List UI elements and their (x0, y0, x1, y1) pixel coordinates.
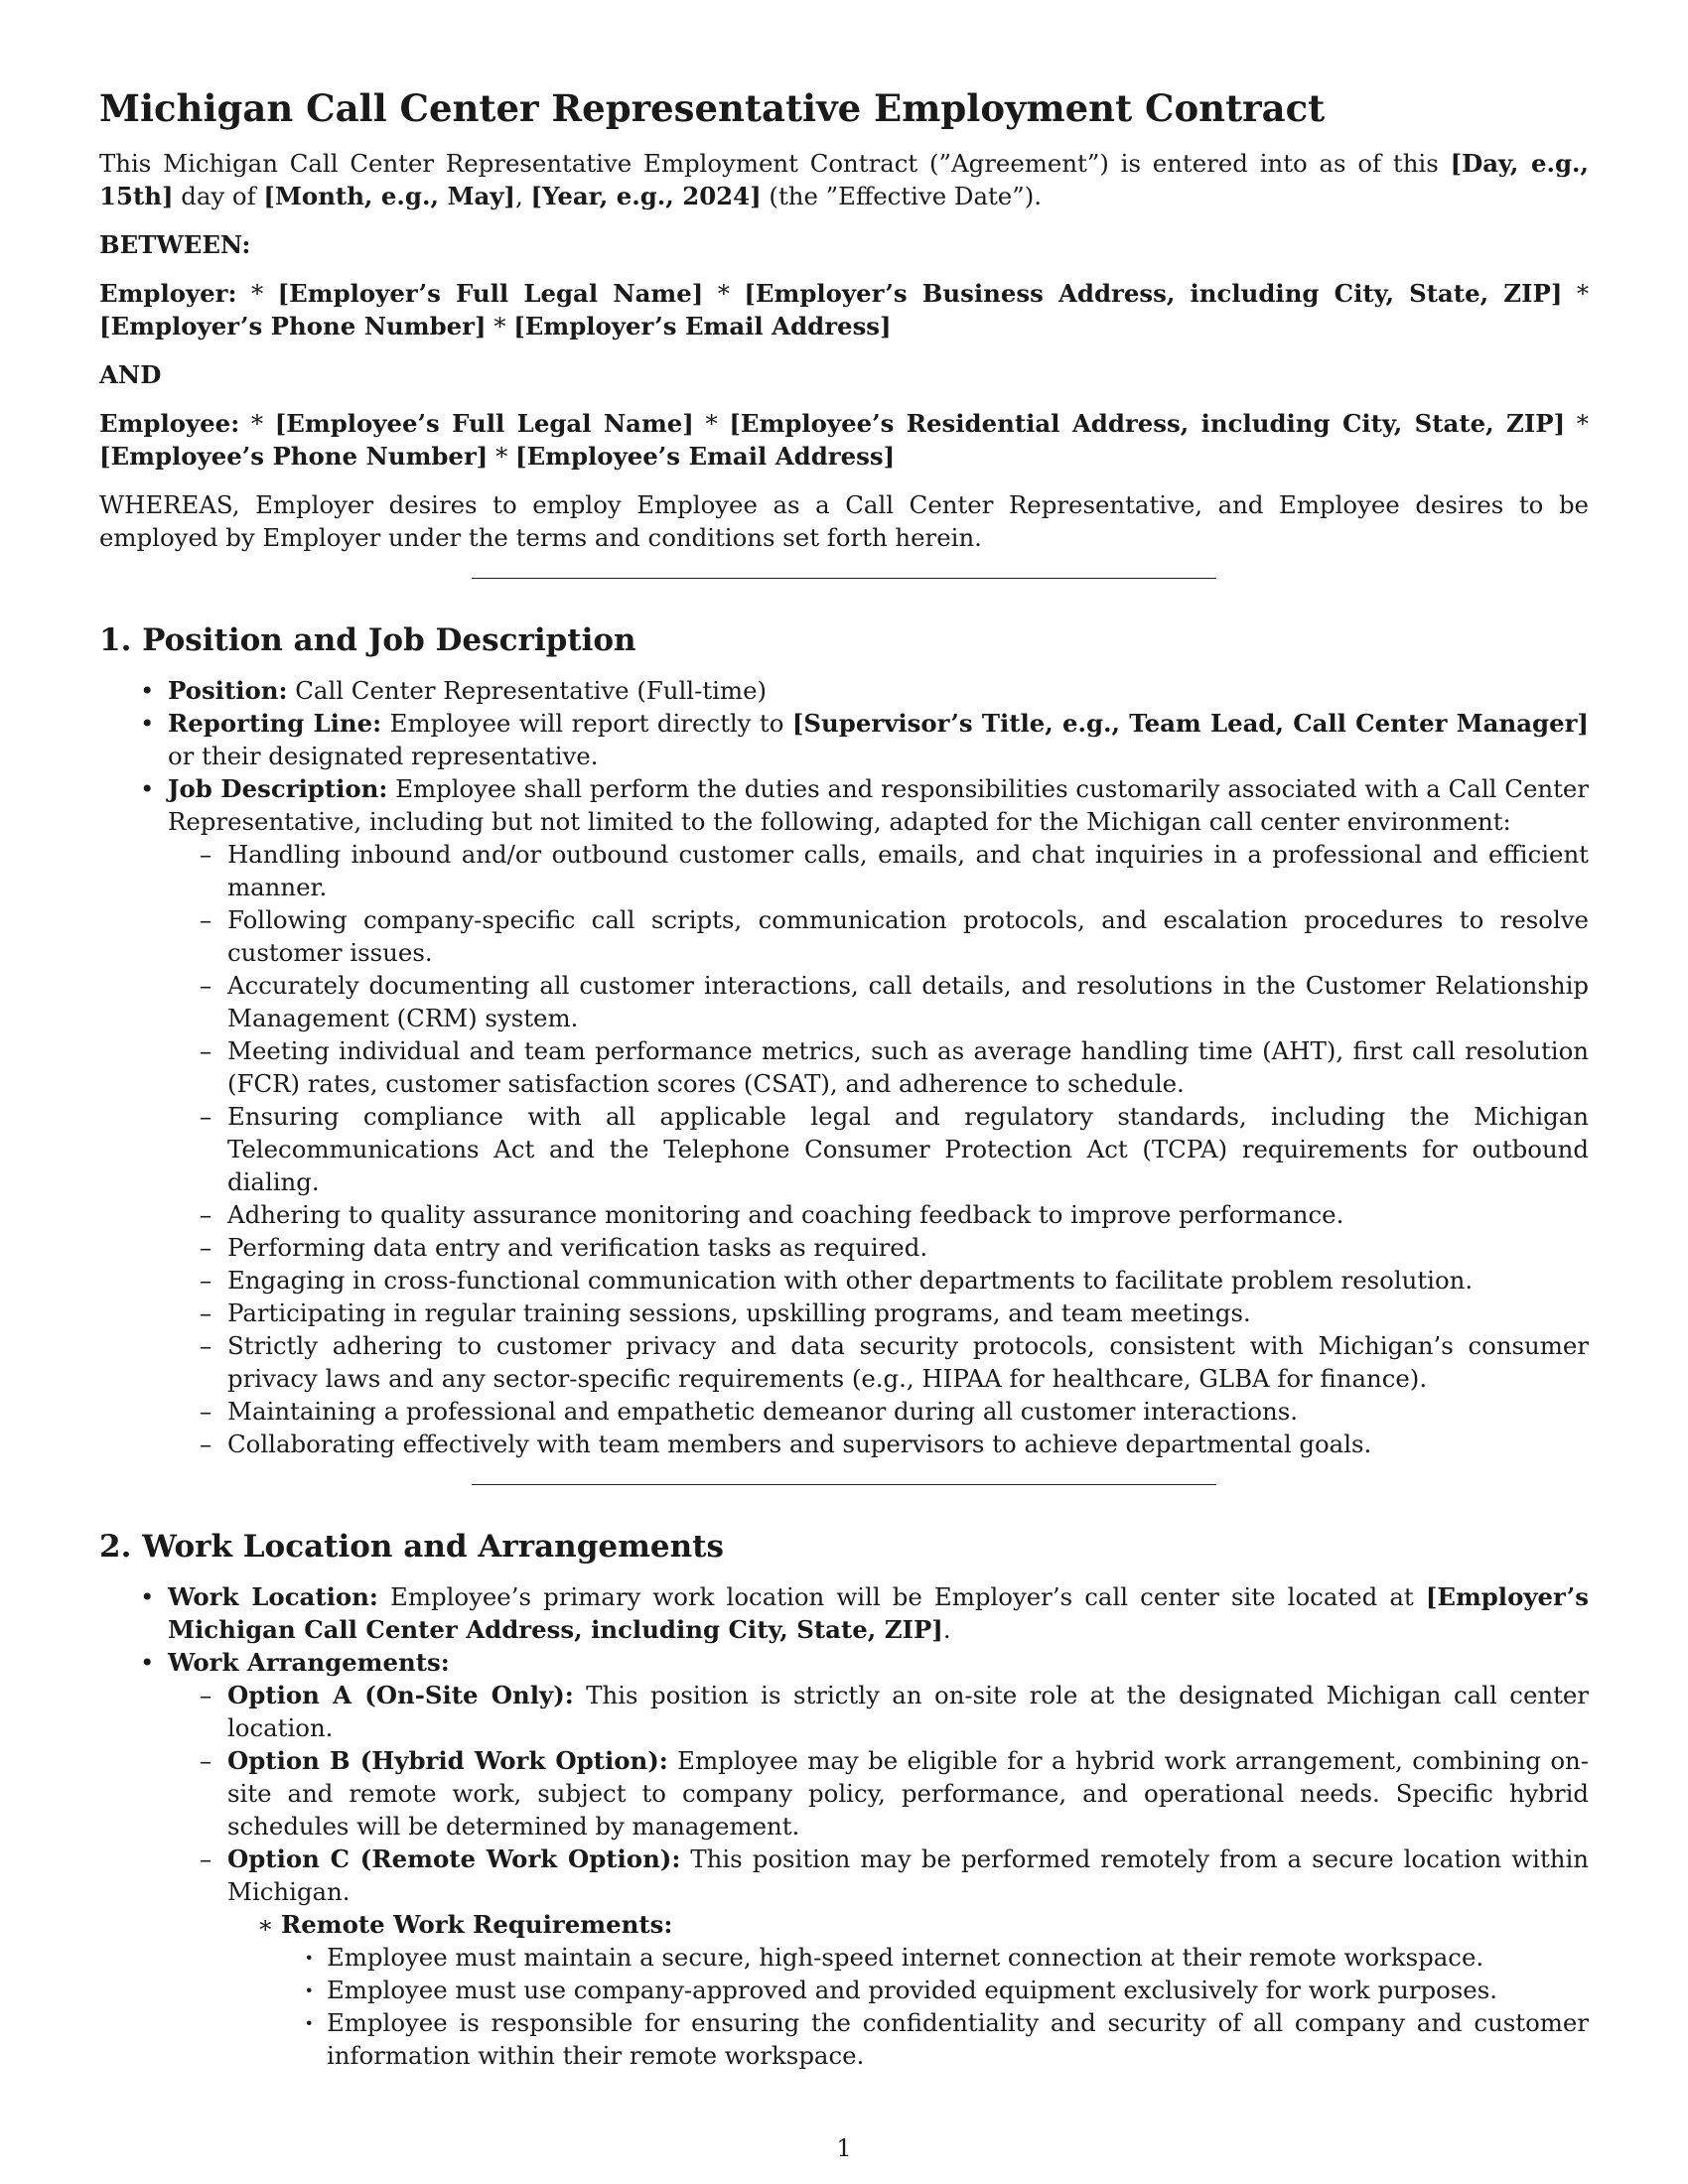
section-2-list (99, 1580, 1589, 2072)
duty-item: – Engaging in cross-functional communication with other departments to facilitate problem resolution. (168, 1264, 1589, 1297)
section-1-list (99, 674, 1589, 1460)
list-item (99, 707, 1589, 772)
option-c-item (168, 1843, 1589, 2072)
remote-requirements-list (227, 1908, 1589, 2072)
between-text: BETWEEN: (99, 230, 251, 259)
duty-item: – Adhering to quality assurance monitoring and coaching feedback to improve performance. (168, 1198, 1589, 1231)
options-list (168, 1679, 1589, 2072)
reporting-label: Reporting Line: (168, 709, 382, 738)
document-title: Michigan Call Center Representative Employment Contract (99, 86, 1326, 130)
intro-paragraph (99, 147, 1589, 212)
year-placeholder: [Year, e.g., 2024] (530, 182, 762, 210)
job-description-text: Employee shall perform the duties and responsibilities customarily associated with a Call Center Representative, including but not limited to the following, adapted for the Michigan call center environment: (168, 774, 1589, 836)
between-label (99, 228, 1589, 261)
employee-block: Employee: * [Employee’s Full Legal Name] * [Employee’s Residential Address, including City, State, ZIP] * [Employee’s Phone Number] * [Employee’s Email Address] (99, 409, 1590, 471)
and-label (99, 358, 1589, 391)
job-description-label: Job Description: (168, 774, 388, 803)
remote-item: · Employee must use company-approved and provided equipment exclusively for work purposes. (281, 1974, 1589, 2006)
employee-email: [Employee’s Email Address] (515, 442, 896, 471)
remote-item: · Employee must maintain a secure, high-speed internet connection at their remote workspace. (281, 1941, 1589, 1974)
work-location-text: Employee’s primary work location will be Employer’s call center site located at (377, 1582, 1426, 1611)
duty-item: – Following company-specific call scripts, communication protocols, and escalation procedures to resolve customer issues. (168, 903, 1589, 969)
employer-block: Employer: * [Employer’s Full Legal Name] * [Employer’s Business Address, including City, State, ZIP] * [Employer’s Phone Number] * [Employer’s Email Address] (99, 279, 1590, 341)
duty-item: – Ensuring compliance with all applicable legal and regulatory standards, including the Michigan Telecommunications Act and the Telephone Consumer Protection Act (TCPA) requirements for outbound dialing. (168, 1100, 1589, 1198)
duty-item: – Accurately documenting all customer interactions, call details, and resolutions in the Customer Relationship Management (CRM) system. (168, 969, 1589, 1034)
remote-items-list (281, 1941, 1589, 2072)
horizontal-rule (472, 1484, 1216, 1485)
employee-label: Employee: (99, 409, 240, 438)
employee-name: [Employee’s Full Legal Name] (274, 409, 694, 438)
employer-phone: [Employer’s Phone Number] (99, 312, 487, 341)
duty-item: – Handling inbound and/or outbound customer calls, emails, and chat inquiries in a professional and efficient manner. (168, 838, 1589, 903)
employer-label: Employer: (99, 279, 237, 308)
list-item (99, 1580, 1589, 1646)
intro-text: (the ”Effective Date”). (761, 182, 1042, 210)
employee-phone: [Employee’s Phone Number] (99, 442, 489, 471)
list-item (99, 772, 1589, 1460)
section-2-heading: 2. Work Location and Arrangements (99, 1529, 724, 1565)
intro-text: day of (173, 182, 264, 210)
employer-email: [Employer’s Email Address] (513, 312, 892, 341)
option-b-text: Employee may be eligible for a hybrid work arrangement, combining on-site and remote work, subject to company policy, performance, and operational needs. Specific hybrid schedules will be determined by management. (227, 1746, 1589, 1841)
duty-item: – Strictly adhering to customer privacy and data security protocols, consistent with Michigan’s consumer privacy laws and any sector-specific requirements (e.g., HIPAA for healthcare, GLBA for finance). (168, 1329, 1589, 1395)
supervisor-placeholder: [Supervisor’s Title, e.g., Team Lead, Call Center Manager] (791, 709, 1589, 738)
duty-item: – Collaborating effectively with team members and supervisors to achieve departmental goals. (168, 1428, 1589, 1460)
duty-item: – Meeting individual and team performance metrics, such as average handling time (AHT), first call resolution (FCR) rates, customer satisfaction scores (CSAT), and adherence to schedule. (168, 1034, 1589, 1100)
day-placeholder: [Day, e.g., 15th] (99, 149, 1589, 210)
list-item (99, 1646, 1589, 2072)
section-1-heading: 1. Position and Job Description (99, 622, 636, 658)
page-number: 1 (836, 2134, 852, 2162)
intro-text: , (514, 182, 531, 210)
horizontal-rule (472, 578, 1216, 579)
option-c-label: Option C (Remote Work Option): (227, 1844, 681, 1873)
remote-requirements-label: Remote Work Requirements: (281, 1910, 673, 1939)
option-b-label: Option B (Hybrid Work Option): (227, 1746, 668, 1775)
reporting-text: Employee will report directly to (381, 709, 792, 738)
position-label: Position: (168, 676, 288, 705)
employer-name: [Employer’s Full Legal Name] (277, 279, 704, 308)
and-text: AND (99, 360, 162, 389)
remote-requirements-item (227, 1908, 1589, 2072)
month-placeholder: [Month, e.g., May] (263, 182, 515, 210)
remote-item: · Employee is responsible for ensuring the confidentiality and security of all company and customer information within their remote workspace. (281, 2006, 1589, 2072)
whereas-paragraph: WHEREAS, Employer desires to employ Employee as a Call Center Representative, and Employee desires to be employed by Employer under the terms and conditions set forth herein. (99, 490, 1589, 552)
employer-address: [Employer’s Business Address, including City, State, ZIP] (744, 279, 1563, 308)
document-page (99, 85, 1589, 2072)
work-arrangements-label: Work Arrangements: (168, 1648, 450, 1677)
position-text: Call Center Representative (Full-time) (287, 676, 768, 705)
option-a-item (168, 1679, 1589, 1744)
option-c-text: This position may be performed remotely from a secure location within Michigan. (227, 1844, 1590, 1906)
call-center-address-placeholder: [Employer’s Michigan Call Center Address, including City, State, ZIP] (168, 1582, 1589, 1644)
option-a-text: This position is strictly an on-site role at the designated Michigan call center location. (227, 1681, 1589, 1742)
work-location-text: . (942, 1615, 951, 1644)
intro-text: This Michigan Call Center Representative Employment Contract (”Agreement”) is entered into as of this (99, 149, 1451, 178)
option-a-label: Option A (On-Site Only): (227, 1681, 574, 1709)
duty-item: – Maintaining a professional and empathetic demeanor during all customer interactions. (168, 1395, 1589, 1428)
list-item (99, 674, 1589, 707)
reporting-text: or their designated representative. (168, 742, 599, 770)
duty-item: – Participating in regular training sessions, upskilling programs, and team meetings. (168, 1297, 1589, 1329)
employee-address: [Employee’s Residential Address, including City, State, ZIP] (729, 409, 1566, 438)
duty-item: – Performing data entry and verification tasks as required. (168, 1231, 1589, 1264)
duties-list (168, 838, 1589, 1460)
work-location-label: Work Location: (168, 1582, 378, 1611)
option-b-item (168, 1744, 1589, 1843)
